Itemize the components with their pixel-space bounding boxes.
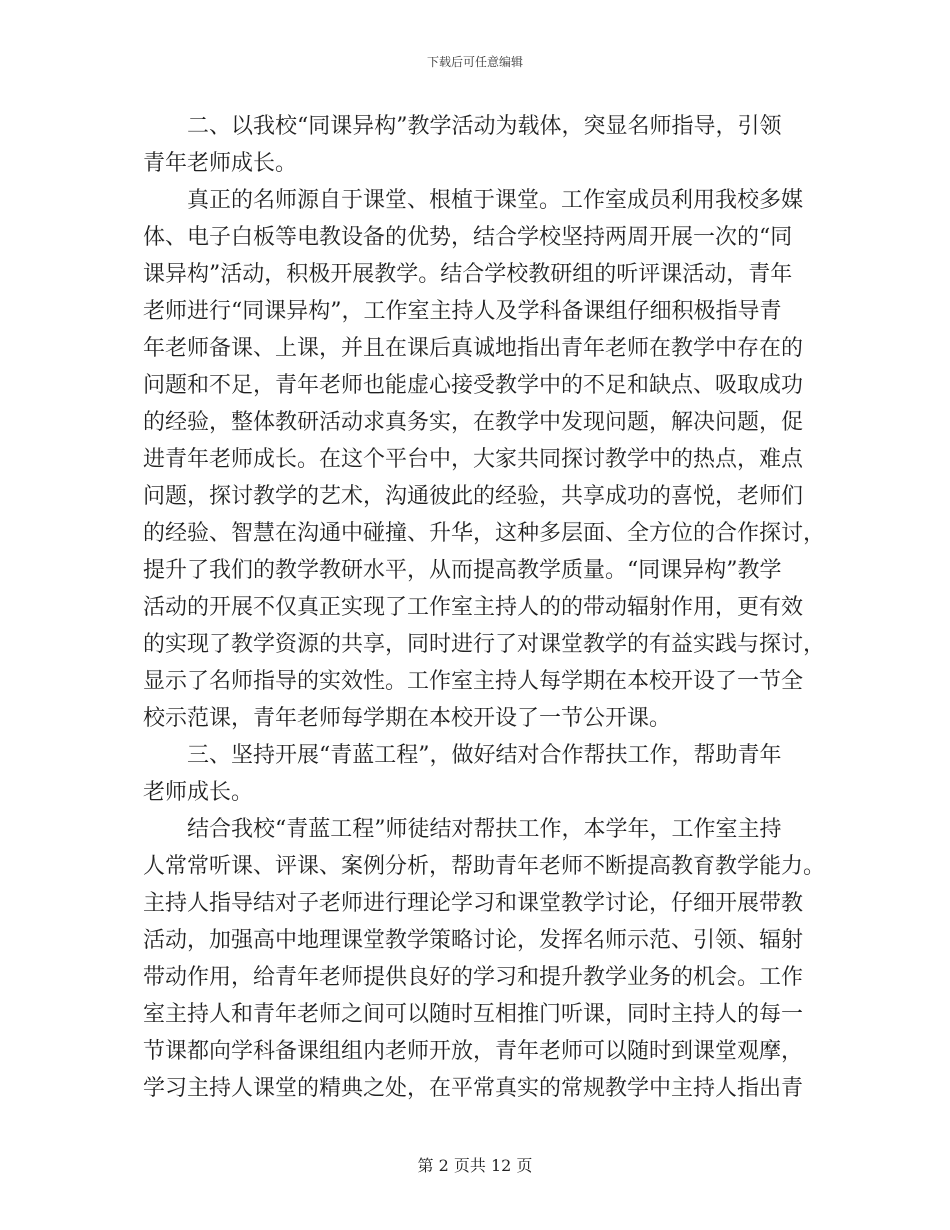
text-line: 结合我校“青蓝工程”师徒结对帮扶工作，本学年，工作室主持 <box>187 817 782 842</box>
text-line: 学习主持人课堂的精典之处，在平常真实的常规教学中主持人指出青 <box>143 1076 804 1101</box>
paragraph-section-three-heading <box>143 737 843 811</box>
paragraph-section-two-heading <box>143 108 843 182</box>
text-line: 年老师备课、上课，并且在课后真诚地指出青年老师在教学中存在的 <box>143 336 804 361</box>
text-line: 的实现了教学资源的共享，同时进行了对课堂教学的有益实践与探讨， <box>143 632 826 657</box>
text-line: 老师成长。 <box>143 780 254 805</box>
text-line: 带动作用，给青年老师提供良好的学习和提升教学业务的机会。工作 <box>143 965 804 990</box>
text-line: 青年老师成长。 <box>143 151 298 176</box>
paragraph-section-three-body <box>143 811 843 1107</box>
text-line: 问题，探讨教学的艺术，沟通彼此的经验，共享成功的喜悦，老师们 <box>143 484 804 509</box>
page-header-note: 下载后可任意编辑 <box>426 55 523 69</box>
text-line: 体、电子白板等电教设备的优势，结合学校坚持两周开展一次的“同 <box>143 225 793 250</box>
text-line: 二、以我校“同课异构”教学活动为载体，突显名师指导，引领 <box>187 114 782 139</box>
text-line: 课异构”活动，积极开展教学。结合学校教研组的听评课活动，青年 <box>143 262 793 287</box>
text-line: 的经验，整体教研活动求真务实，在教学中发现问题，解决问题，促 <box>143 410 804 435</box>
text-line: 校示范课，青年老师每学期在本校开设了一节公开课。 <box>143 706 672 731</box>
text-line: 提升了我们的教学教研水平，从而提高教学质量。“同课异构”教学 <box>143 558 782 583</box>
text-line: 活动的开展不仅真正实现了工作室主持人的的带动辐射作用，更有效 <box>143 595 804 620</box>
text-line: 节课都向学科备课组组内老师开放，青年老师可以随时到课堂观摩， <box>143 1039 804 1064</box>
text-line: 活动，加强高中地理课堂教学策略讨论，发挥名师示范、引领、辐射 <box>143 928 804 953</box>
text-line: 显示了名师指导的实效性。工作室主持人每学期在本校开设了一节全 <box>143 669 804 694</box>
text-line: 三、坚持开展“青蓝工程”，做好结对合作帮扶工作，帮助青年 <box>187 743 782 768</box>
text-line: 主持人指导结对子老师进行理论学习和课堂教学讨论，仔细开展带教 <box>143 891 804 916</box>
document-body <box>143 108 843 1107</box>
text-line: 进青年老师成长。在这个平台中，大家共同探讨教学中的热点，难点 <box>143 447 804 472</box>
text-line: 问题和不足，青年老师也能虚心接受教学中的不足和缺点、吸取成功 <box>143 373 804 398</box>
text-line: 真正的名师源自于课堂、根植于课堂。工作室成员利用我校多媒 <box>187 188 804 213</box>
text-line: 老师进行“同课异构”，工作室主持人及学科备课组仔细积极指导青 <box>143 299 782 324</box>
page-number-footer: 第 2 页共 12 页 <box>417 1156 533 1175</box>
text-line: 人常常听课、评课、案例分析，帮助青年老师不断提高教育教学能力。 <box>143 854 826 879</box>
text-line: 的经验、智慧在沟通中碰撞、升华，这种多层面、全方位的合作探讨， <box>143 521 826 546</box>
text-line: 室主持人和青年老师之间可以随时互相推门听课，同时主持人的每一 <box>143 1002 804 1027</box>
paragraph-section-two-body <box>143 182 843 737</box>
